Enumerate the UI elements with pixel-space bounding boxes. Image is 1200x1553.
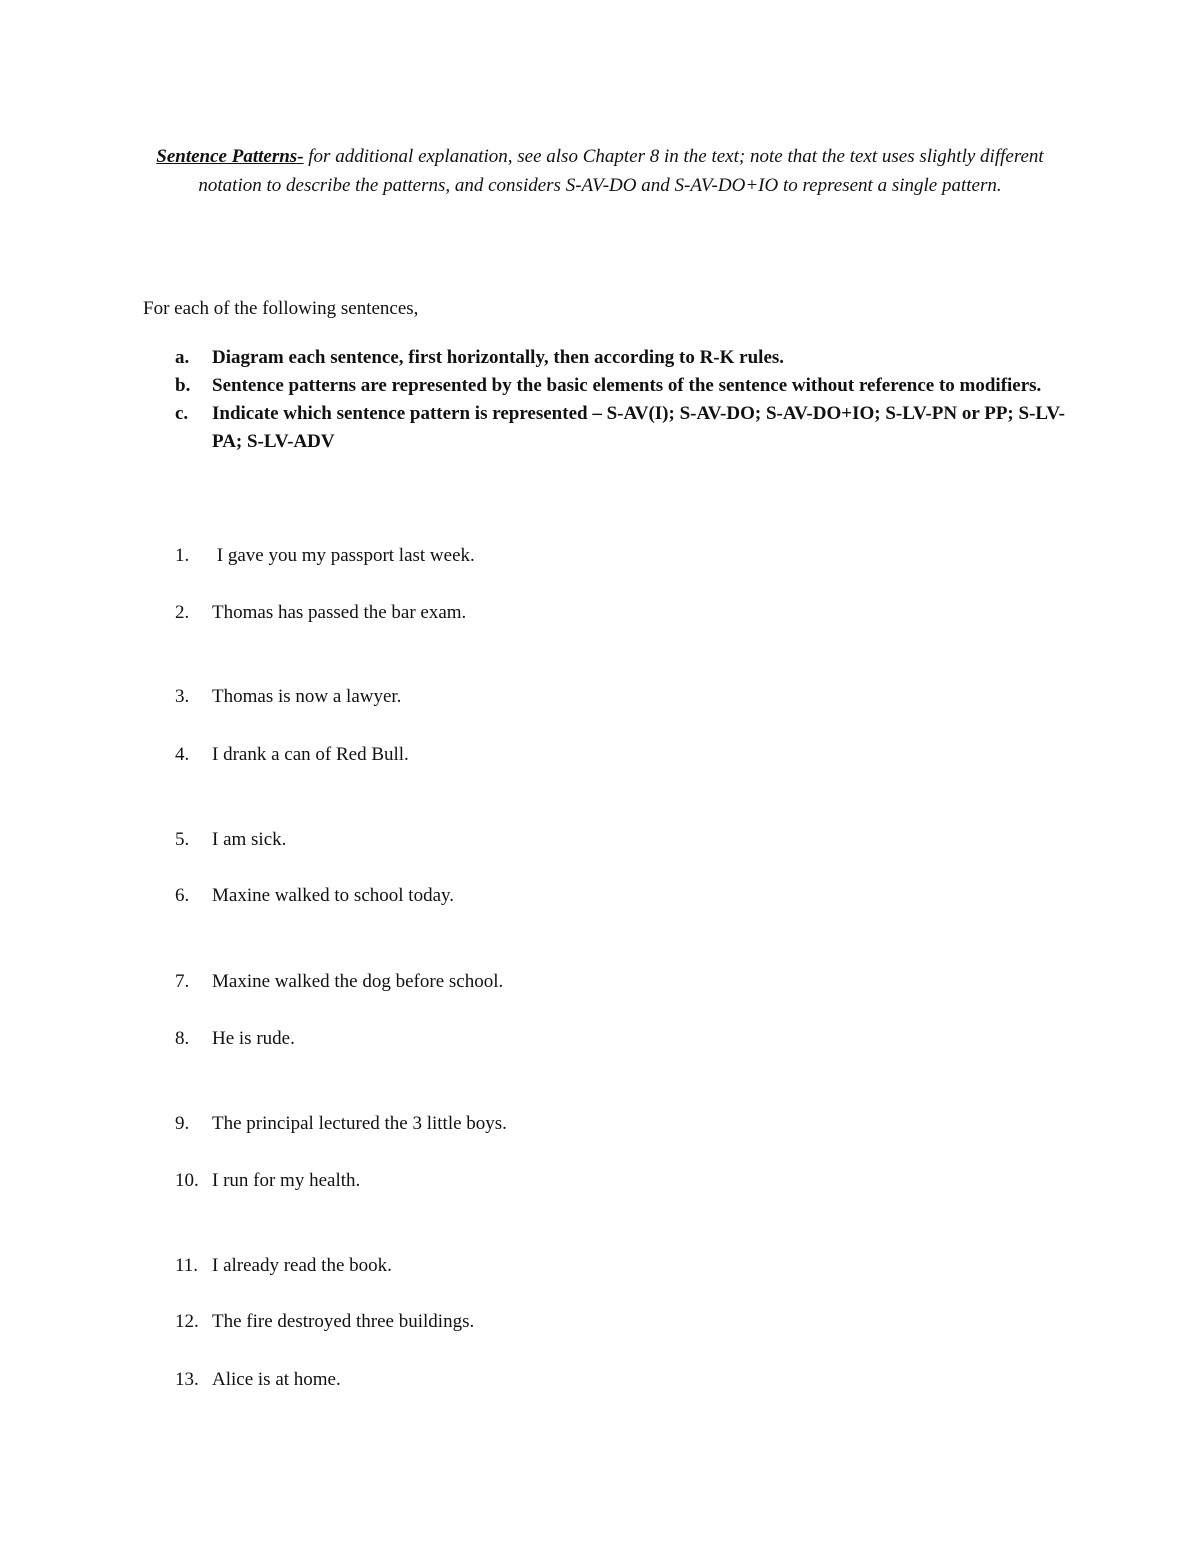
instruction-text: Sentence patterns are represented by the basic elements of the sentence without reference to modifiers. <box>212 375 1042 396</box>
sentence-text: I run for my health. <box>212 1170 361 1191</box>
sentence-item <box>175 684 401 710</box>
instruction-item <box>175 372 1065 400</box>
instruction-text: Diagram each sentence, first horizontally, then according to R-K rules. <box>212 347 785 368</box>
instruction-item <box>175 400 1065 456</box>
sentence-text: Thomas is now a lawyer. <box>212 686 402 707</box>
sentence-number: 12. <box>175 1311 199 1332</box>
sentence-item <box>175 1309 474 1335</box>
intro-text: For each of the following sentences, <box>143 298 419 319</box>
instructions-list <box>175 344 1065 456</box>
sentence-number: 9. <box>175 1113 190 1134</box>
sentence-item <box>175 1168 360 1194</box>
sentence-number: 2. <box>175 602 190 623</box>
sentence-number: 11. <box>175 1255 199 1276</box>
sentence-text: I am sick. <box>212 829 287 850</box>
instruction-marker: a. <box>175 347 190 368</box>
sentence-text: Maxine walked the dog before school. <box>212 971 504 992</box>
sentence-text: I drank a can of Red Bull. <box>212 744 409 765</box>
sentence-item <box>175 1111 507 1137</box>
sentence-text: Alice is at home. <box>212 1369 341 1390</box>
sentence-number: 4. <box>175 744 190 765</box>
sentence-number: 3. <box>175 686 190 707</box>
sentence-text: The fire destroyed three buildings. <box>212 1311 475 1332</box>
sentence-item <box>175 1367 341 1393</box>
sentence-item <box>175 600 466 626</box>
sentence-text: I gave you my passport last week. <box>212 545 475 566</box>
sentence-number: 6. <box>175 885 190 906</box>
sentence-item <box>175 883 454 909</box>
sentence-item <box>175 827 286 853</box>
instruction-text: Indicate which sentence pattern is represented – S-AV(I); S-AV-DO; S-AV-DO+IO; S-LV-PN or PP; S-LV-PA; S-LV-ADV <box>212 403 1065 452</box>
sentence-number: 13. <box>175 1369 199 1390</box>
title-explanation: for additional explanation, see also Chapter 8 in the text; note that the text uses slightly different notation to describe the patterns, and considers S-AV-DO and S-AV-DO+IO to represent a single pattern. <box>198 146 1044 196</box>
sentence-text: He is rude. <box>212 1028 295 1049</box>
sentence-number: 10. <box>175 1170 199 1191</box>
sentence-number: 8. <box>175 1028 190 1049</box>
title-lead: Sentence Patterns- <box>156 146 304 167</box>
sentence-item <box>175 1253 392 1279</box>
sentence-item <box>175 742 409 768</box>
sentence-text: The principal lectured the 3 little boys. <box>212 1113 507 1134</box>
sentence-number: 5. <box>175 829 190 850</box>
sentence-text: I already read the book. <box>212 1255 392 1276</box>
sentence-number: 7. <box>175 971 190 992</box>
page-title <box>140 142 1060 200</box>
instruction-item <box>175 344 1065 372</box>
sentence-item <box>175 543 475 569</box>
sentence-number: 1. <box>175 545 190 566</box>
sentence-text: Thomas has passed the bar exam. <box>212 602 467 623</box>
sentence-item <box>175 1026 295 1052</box>
instruction-marker: b. <box>175 375 191 396</box>
sentence-text: Maxine walked to school today. <box>212 885 455 906</box>
instruction-marker: c. <box>175 403 189 424</box>
sentence-item <box>175 969 503 995</box>
